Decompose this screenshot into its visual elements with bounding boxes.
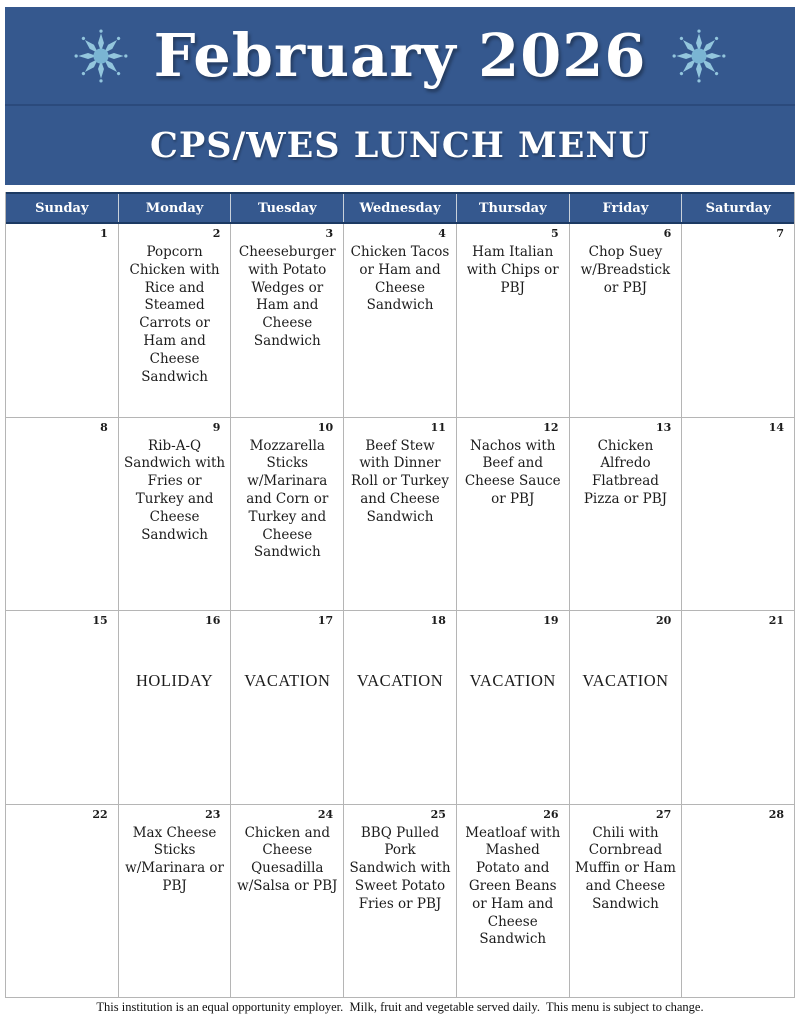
date-number: 25 bbox=[430, 807, 446, 821]
day-cell bbox=[570, 805, 683, 998]
menu-item-text: Cheeseburger with Potato Wedges or Ham and Cheese Sandwich bbox=[238, 244, 336, 350]
date-number: 23 bbox=[205, 807, 221, 821]
snowflake-icon bbox=[672, 29, 726, 83]
day-cell bbox=[344, 224, 457, 417]
day-cell bbox=[6, 224, 119, 417]
day-cell bbox=[231, 418, 344, 611]
day-cell bbox=[457, 805, 570, 998]
menu-item-text: BBQ Pulled Pork Sandwich with Sweet Potato Fries or PBJ bbox=[349, 824, 451, 912]
week-row bbox=[6, 805, 794, 998]
day-header-friday: Friday bbox=[570, 194, 683, 222]
day-cell bbox=[344, 611, 457, 804]
day-cell bbox=[344, 805, 457, 998]
day-cell bbox=[119, 611, 232, 804]
special-day-label: VACATION bbox=[356, 671, 444, 690]
special-day-label: VACATION bbox=[582, 671, 669, 690]
date-number: 4 bbox=[438, 227, 446, 240]
week-row bbox=[6, 224, 794, 418]
date-number: 26 bbox=[543, 807, 559, 821]
date-number: 22 bbox=[92, 807, 108, 821]
day-header-sunday: Sunday bbox=[6, 194, 119, 222]
date-number: 8 bbox=[100, 420, 108, 434]
menu-item-text: Popcorn Chicken with Rice and Steamed Carrots or Ham and Cheese Sandwich bbox=[129, 244, 220, 385]
day-cell bbox=[231, 805, 344, 998]
date-number: 13 bbox=[656, 420, 672, 434]
date-number: 14 bbox=[768, 420, 785, 434]
date-number: 18 bbox=[430, 614, 446, 627]
menu-item-text: Nachos with Beef and Cheese Sauce or PBJ bbox=[464, 437, 561, 507]
date-number: 9 bbox=[212, 420, 221, 434]
date-number: 19 bbox=[543, 614, 559, 627]
day-header-saturday: Saturday bbox=[705, 200, 771, 216]
date-number: 2 bbox=[212, 227, 221, 240]
date-number: 27 bbox=[656, 807, 672, 821]
day-cell bbox=[682, 418, 794, 611]
banner bbox=[5, 7, 795, 185]
day-cell bbox=[6, 805, 119, 998]
date-number: 15 bbox=[92, 614, 108, 627]
footer-note: This institution is an equal opportunity employer. Milk, fruit and vegetable served daily. This menu is subject to change. bbox=[96, 1000, 704, 1014]
day-cell bbox=[682, 224, 794, 417]
day-header-thursday: Thursday bbox=[457, 194, 570, 222]
day-cell bbox=[457, 418, 570, 611]
menu-item-text: Chicken Tacos or Ham and Cheese Sandwich bbox=[350, 244, 450, 314]
day-cell bbox=[344, 418, 457, 611]
menu-item-text: Chili with Cornbread Muffin or Ham and Cheese Sandwich bbox=[574, 824, 676, 912]
week-row bbox=[6, 611, 794, 805]
day-cell bbox=[570, 224, 683, 417]
day-cell bbox=[231, 611, 344, 804]
menu-item-text: Mozzarella Sticks w/Marinara and Corn or Turkey and Cheese Sandwich bbox=[246, 437, 329, 561]
menu-item-text: Beef Stew with Dinner Roll or Turkey and Cheese Sandwich bbox=[350, 437, 450, 525]
date-number: 7 bbox=[776, 227, 785, 240]
special-day-label: VACATION bbox=[469, 671, 556, 690]
day-cell bbox=[231, 224, 344, 417]
menu-item-text: Ham Italian with Chips or PBJ bbox=[466, 244, 559, 296]
date-number: 6 bbox=[663, 227, 672, 240]
calendar-grid bbox=[5, 192, 795, 998]
day-header-row bbox=[6, 192, 794, 224]
menu-item-text: Max Cheese Sticks w/Marinara or PBJ bbox=[125, 824, 225, 894]
date-number: 28 bbox=[768, 807, 785, 821]
date-number: 17 bbox=[317, 614, 334, 627]
date-number: 3 bbox=[325, 227, 334, 240]
day-cell bbox=[570, 418, 683, 611]
day-cell bbox=[119, 224, 232, 417]
date-number: 1 bbox=[100, 227, 108, 240]
day-cell bbox=[6, 611, 119, 804]
menu-item-text: Chop Suey w/Breadstick or PBJ bbox=[580, 244, 671, 296]
day-header-monday: Monday bbox=[119, 194, 232, 222]
date-number: 11 bbox=[430, 420, 446, 434]
day-header-wednesday: Wednesday bbox=[344, 194, 457, 222]
day-cell bbox=[457, 611, 570, 804]
day-cell bbox=[682, 611, 794, 804]
banner-subtitle-row bbox=[5, 106, 795, 185]
special-day-label: HOLIDAY bbox=[136, 671, 214, 690]
day-cell bbox=[6, 418, 119, 611]
snowflake-icon bbox=[74, 29, 128, 83]
week-row bbox=[6, 418, 794, 612]
date-number: 24 bbox=[317, 807, 334, 821]
date-number: 5 bbox=[550, 227, 559, 240]
menu-item-text: Chicken Alfredo Flatbread Pizza or PBJ bbox=[583, 437, 668, 507]
special-day-label: VACATION bbox=[244, 671, 331, 690]
day-cell bbox=[570, 611, 683, 804]
menu-item-text: Rib-A-Q Sandwich with Fries or Turkey and Cheese Sandwich bbox=[124, 437, 226, 543]
date-number: 20 bbox=[656, 614, 672, 627]
date-number: 12 bbox=[543, 420, 559, 434]
day-cell bbox=[119, 805, 232, 998]
banner-title-row bbox=[5, 7, 795, 106]
date-number: 21 bbox=[768, 614, 785, 627]
day-cell bbox=[457, 224, 570, 417]
menu-subtitle: CPS/WES LUNCH MENU bbox=[150, 125, 650, 166]
page-title: February 2026 bbox=[153, 21, 647, 90]
date-number: 16 bbox=[205, 614, 221, 627]
day-header-tuesday: Tuesday bbox=[231, 194, 344, 222]
day-cell bbox=[682, 805, 794, 998]
calendar-weeks bbox=[6, 224, 794, 997]
day-cell bbox=[119, 418, 232, 611]
date-number: 10 bbox=[317, 420, 334, 434]
menu-item-text: Chicken and Cheese Quesadilla w/Salsa or PBJ bbox=[237, 824, 338, 894]
menu-item-text: Meatloaf with Mashed Potato and Green Beans or Ham and Cheese Sandwich bbox=[465, 824, 561, 948]
